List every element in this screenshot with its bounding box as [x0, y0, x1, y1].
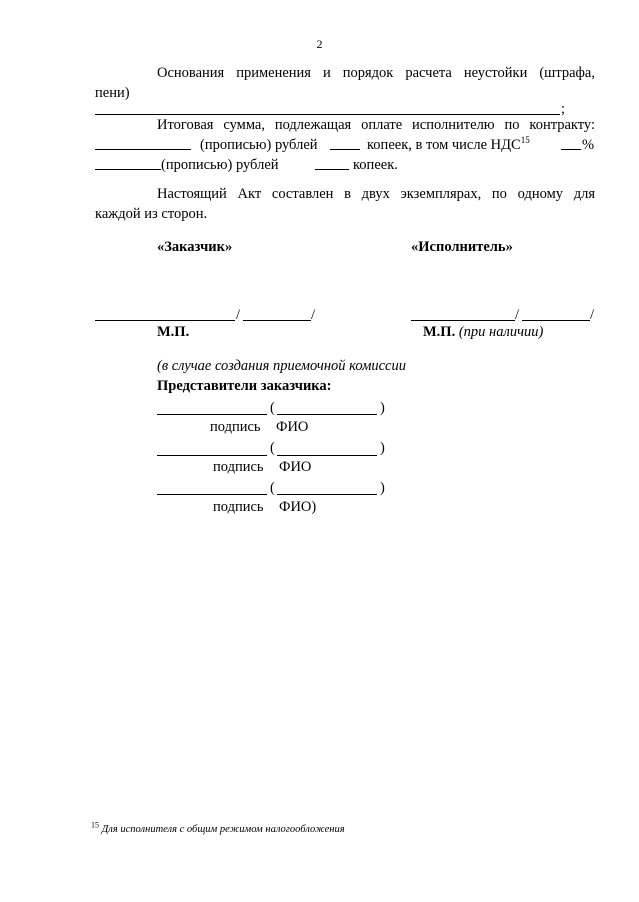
- rep-1-fio-label: ФИО: [276, 419, 309, 435]
- rep-2-fio-label: ФИО: [279, 459, 312, 475]
- rep-1-sign-label: подпись: [210, 419, 261, 435]
- penalty-text-1: Основания применения и порядок расчета неустойки (штрафа,: [157, 65, 595, 81]
- vat-kop-blank: [315, 169, 349, 170]
- rep-2-sign-label: подпись: [213, 459, 264, 475]
- customer-slash-1: /: [236, 307, 241, 323]
- customer-slash-2: /: [311, 307, 316, 323]
- vat-percent-sign: %: [582, 137, 595, 153]
- vat-rub-blank: [95, 169, 161, 170]
- customer-signature-blank: [95, 320, 235, 321]
- customer-title: «Заказчик»: [157, 239, 233, 255]
- customer-name-blank: [243, 320, 311, 321]
- commission-note: (в случае создания приемочной комиссии: [157, 358, 406, 374]
- contractor-title: «Исполнитель»: [411, 239, 513, 255]
- rep-2-fio-blank: [277, 455, 377, 456]
- rep-1-close-paren: ): [380, 400, 385, 416]
- rep-3-fio-blank: [277, 494, 377, 495]
- footnote: [91, 819, 345, 840]
- page-number: 2: [316, 37, 323, 51]
- customer-stamp: М.П.: [157, 324, 190, 340]
- rep-2-open-paren: (: [270, 440, 275, 456]
- amount-kop-vat: [367, 135, 530, 156]
- penalty-line-2: пени): [95, 85, 130, 101]
- copies-line-1: [157, 184, 595, 205]
- amount-rub-blank: [95, 149, 191, 150]
- rep-1-open-paren: (: [270, 400, 275, 416]
- amount-words-rub: (прописью) рублей: [200, 137, 318, 153]
- amount-kop-blank: [330, 149, 360, 150]
- vat-percent-blank: [561, 149, 581, 150]
- copies-text-1: Настоящий Акт составлен в двух экземплярах, по одному для: [157, 186, 595, 202]
- contractor-slash-1: /: [515, 307, 520, 323]
- footnote-text: Для исполнителя с общим режимом налогообложения: [101, 824, 345, 835]
- contractor-name-blank: [522, 320, 590, 321]
- rep-3-close-paren: ): [380, 480, 385, 496]
- rep-3-fio-label: ФИО): [279, 499, 317, 515]
- contractor-stamp: М.П.: [423, 324, 456, 340]
- rep-3-open-paren: (: [270, 480, 275, 496]
- vat-kop-end: копеек.: [353, 157, 398, 173]
- rep-3-signature-blank: [157, 494, 267, 495]
- commission-heading: Представители заказчика:: [157, 378, 332, 394]
- total-line-1: [157, 115, 595, 136]
- contractor-signature-blank: [411, 320, 515, 321]
- contractor-slash-2: /: [590, 307, 595, 323]
- rep-3-sign-label: подпись: [213, 499, 264, 515]
- penalty-line-1: [157, 63, 595, 84]
- rep-1-fio-blank: [277, 414, 377, 415]
- rep-1-signature-blank: [157, 414, 267, 415]
- rep-2-signature-blank: [157, 455, 267, 456]
- kop-vat-text: копеек, в том числе НДС: [367, 137, 521, 153]
- total-text-1: Итоговая сумма, подлежащая оплате исполнителю по контракту:: [157, 117, 595, 133]
- contractor-stamp-note: (при наличии): [458, 324, 544, 340]
- copies-line-2: каждой из сторон.: [95, 206, 208, 222]
- footnote-ref: 15: [520, 135, 530, 146]
- contractor-stamp-line: [423, 322, 543, 343]
- rep-2-close-paren: ): [380, 440, 385, 456]
- vat-words-rub: (прописью) рублей: [161, 157, 279, 173]
- penalty-end-mark: ;: [561, 101, 566, 117]
- footnote-number: 15: [91, 820, 99, 830]
